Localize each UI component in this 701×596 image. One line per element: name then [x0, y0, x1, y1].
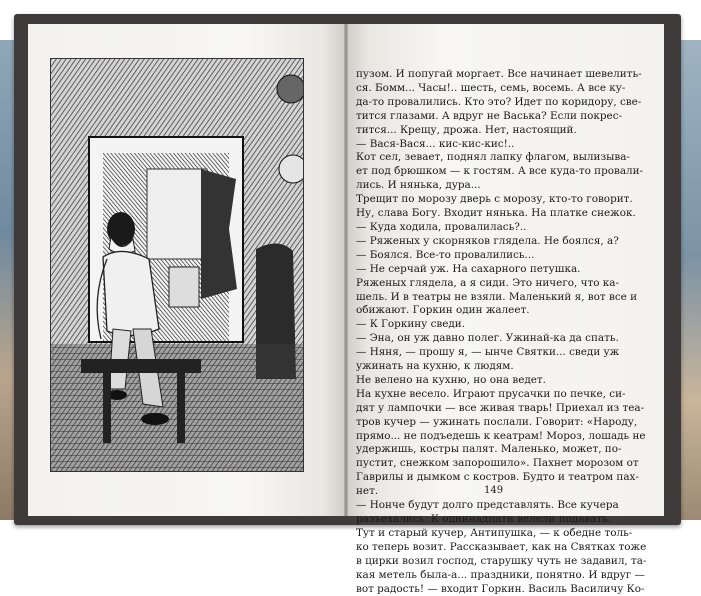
text-line: разъехались. К одиннадцати велели подавать.: [356, 513, 612, 525]
book-gutter: [344, 24, 348, 516]
text-line: да-то провалились. Кто это? Идет по коридору, свe-: [356, 95, 642, 108]
text-line: пустит, снежком запорошило». Пахнет морозом от: [356, 457, 639, 470]
text-line: прямо... не подъедешь к кеатрам! Мороз, лошадь не: [356, 429, 646, 442]
text-line: тится глазами. А вдруг не Васька? Если покрес-: [356, 109, 623, 122]
text-line: — Боялся. Все-то провалились...: [356, 248, 535, 261]
text-line: в цирки возил господ, старушку чуть не задавил, та-: [356, 554, 647, 567]
text-line: — Няня, — прошу я, — ынче Святки... сведи уж: [356, 346, 620, 359]
text-line: вот радость! — входит Горкин. Василь Василичу Ко-: [356, 582, 645, 595]
text-line: — Эна, он уж давно полег. Ужинай-ка да спать.: [356, 332, 619, 345]
text-line: — Вася-Вася... кис-кис-кис!..: [356, 137, 515, 150]
text-line: Трещит по морозу дверь с морозу, кто-то говорит.: [356, 193, 633, 206]
text-line: кая метель была-а... праздники, понятно. И вдруг —: [356, 568, 645, 581]
text-line: Кот сел, зевает, поднял лапку флагом, вылизыва-: [356, 151, 630, 164]
text-line: обижают. Горкин один жалеет.: [356, 304, 530, 317]
text-line: — Не серчай уж. На сахарного петушка.: [356, 262, 581, 275]
text-line: шель. И в театры не взяли. Маленький я, вот все и: [356, 290, 638, 303]
text-line: тится... Крещу, дрожа. Нет, настоящий.: [356, 123, 577, 136]
background-right: [679, 40, 701, 520]
text-line: Не велено на кухню, но она ведет.: [356, 373, 546, 386]
main-text: [356, 68, 648, 596]
text-line: Ну, слава Богу. Входит нянька. На платке снежок.: [356, 207, 636, 220]
text-line: Ряженых глядела, а я сиди. Это ничего, что ка-: [356, 276, 619, 289]
text-line: лись. И нянька, дура...: [356, 179, 481, 192]
text-line: — Ряженых у скорняков глядела. Не боялся, а?: [356, 234, 619, 247]
text-line: ет под брюшком — к гостям. А все куда-то провали-: [356, 165, 644, 178]
text-line: тров кучер — ужинать послали. Говорит: «Народу,: [356, 415, 638, 428]
text-line: — К Горкину сведи.: [356, 318, 466, 331]
text-line: Гаврилы и дымком с костров. Будто и театром пах-: [356, 471, 639, 484]
text-line: дят у лампочки — все живая тварь! Приехал из теа-: [356, 401, 645, 414]
text-line: — Нонче будут долго представлять. Все кучера: [356, 499, 619, 512]
text-line: удержишь, костры палят. Маленько, может, по-: [356, 443, 622, 456]
page-number: 149: [484, 485, 504, 496]
text-line: ко теперь возит. Рассказывает, как на Святках тоже: [356, 540, 647, 553]
text-line: нет.: [356, 485, 379, 498]
text-line: ся. Бомм... Часы!.. шесть, семь, восемь. А все ку-: [356, 81, 626, 94]
text-line: ужинать на кухню, к людям.: [356, 360, 514, 373]
text-line: Тут и старый кучер, Антипушка, — к обедне толь-: [356, 526, 633, 539]
text-line: пузом. И попугай моргает. Все начинает шевелить-: [356, 68, 642, 80]
text-line: — Куда ходила, провалилась?..: [356, 220, 527, 233]
illustration-boy-in-doorway: [50, 58, 304, 472]
text-line: На кухне весело. Играют прусачки по печке, си-: [356, 387, 626, 400]
